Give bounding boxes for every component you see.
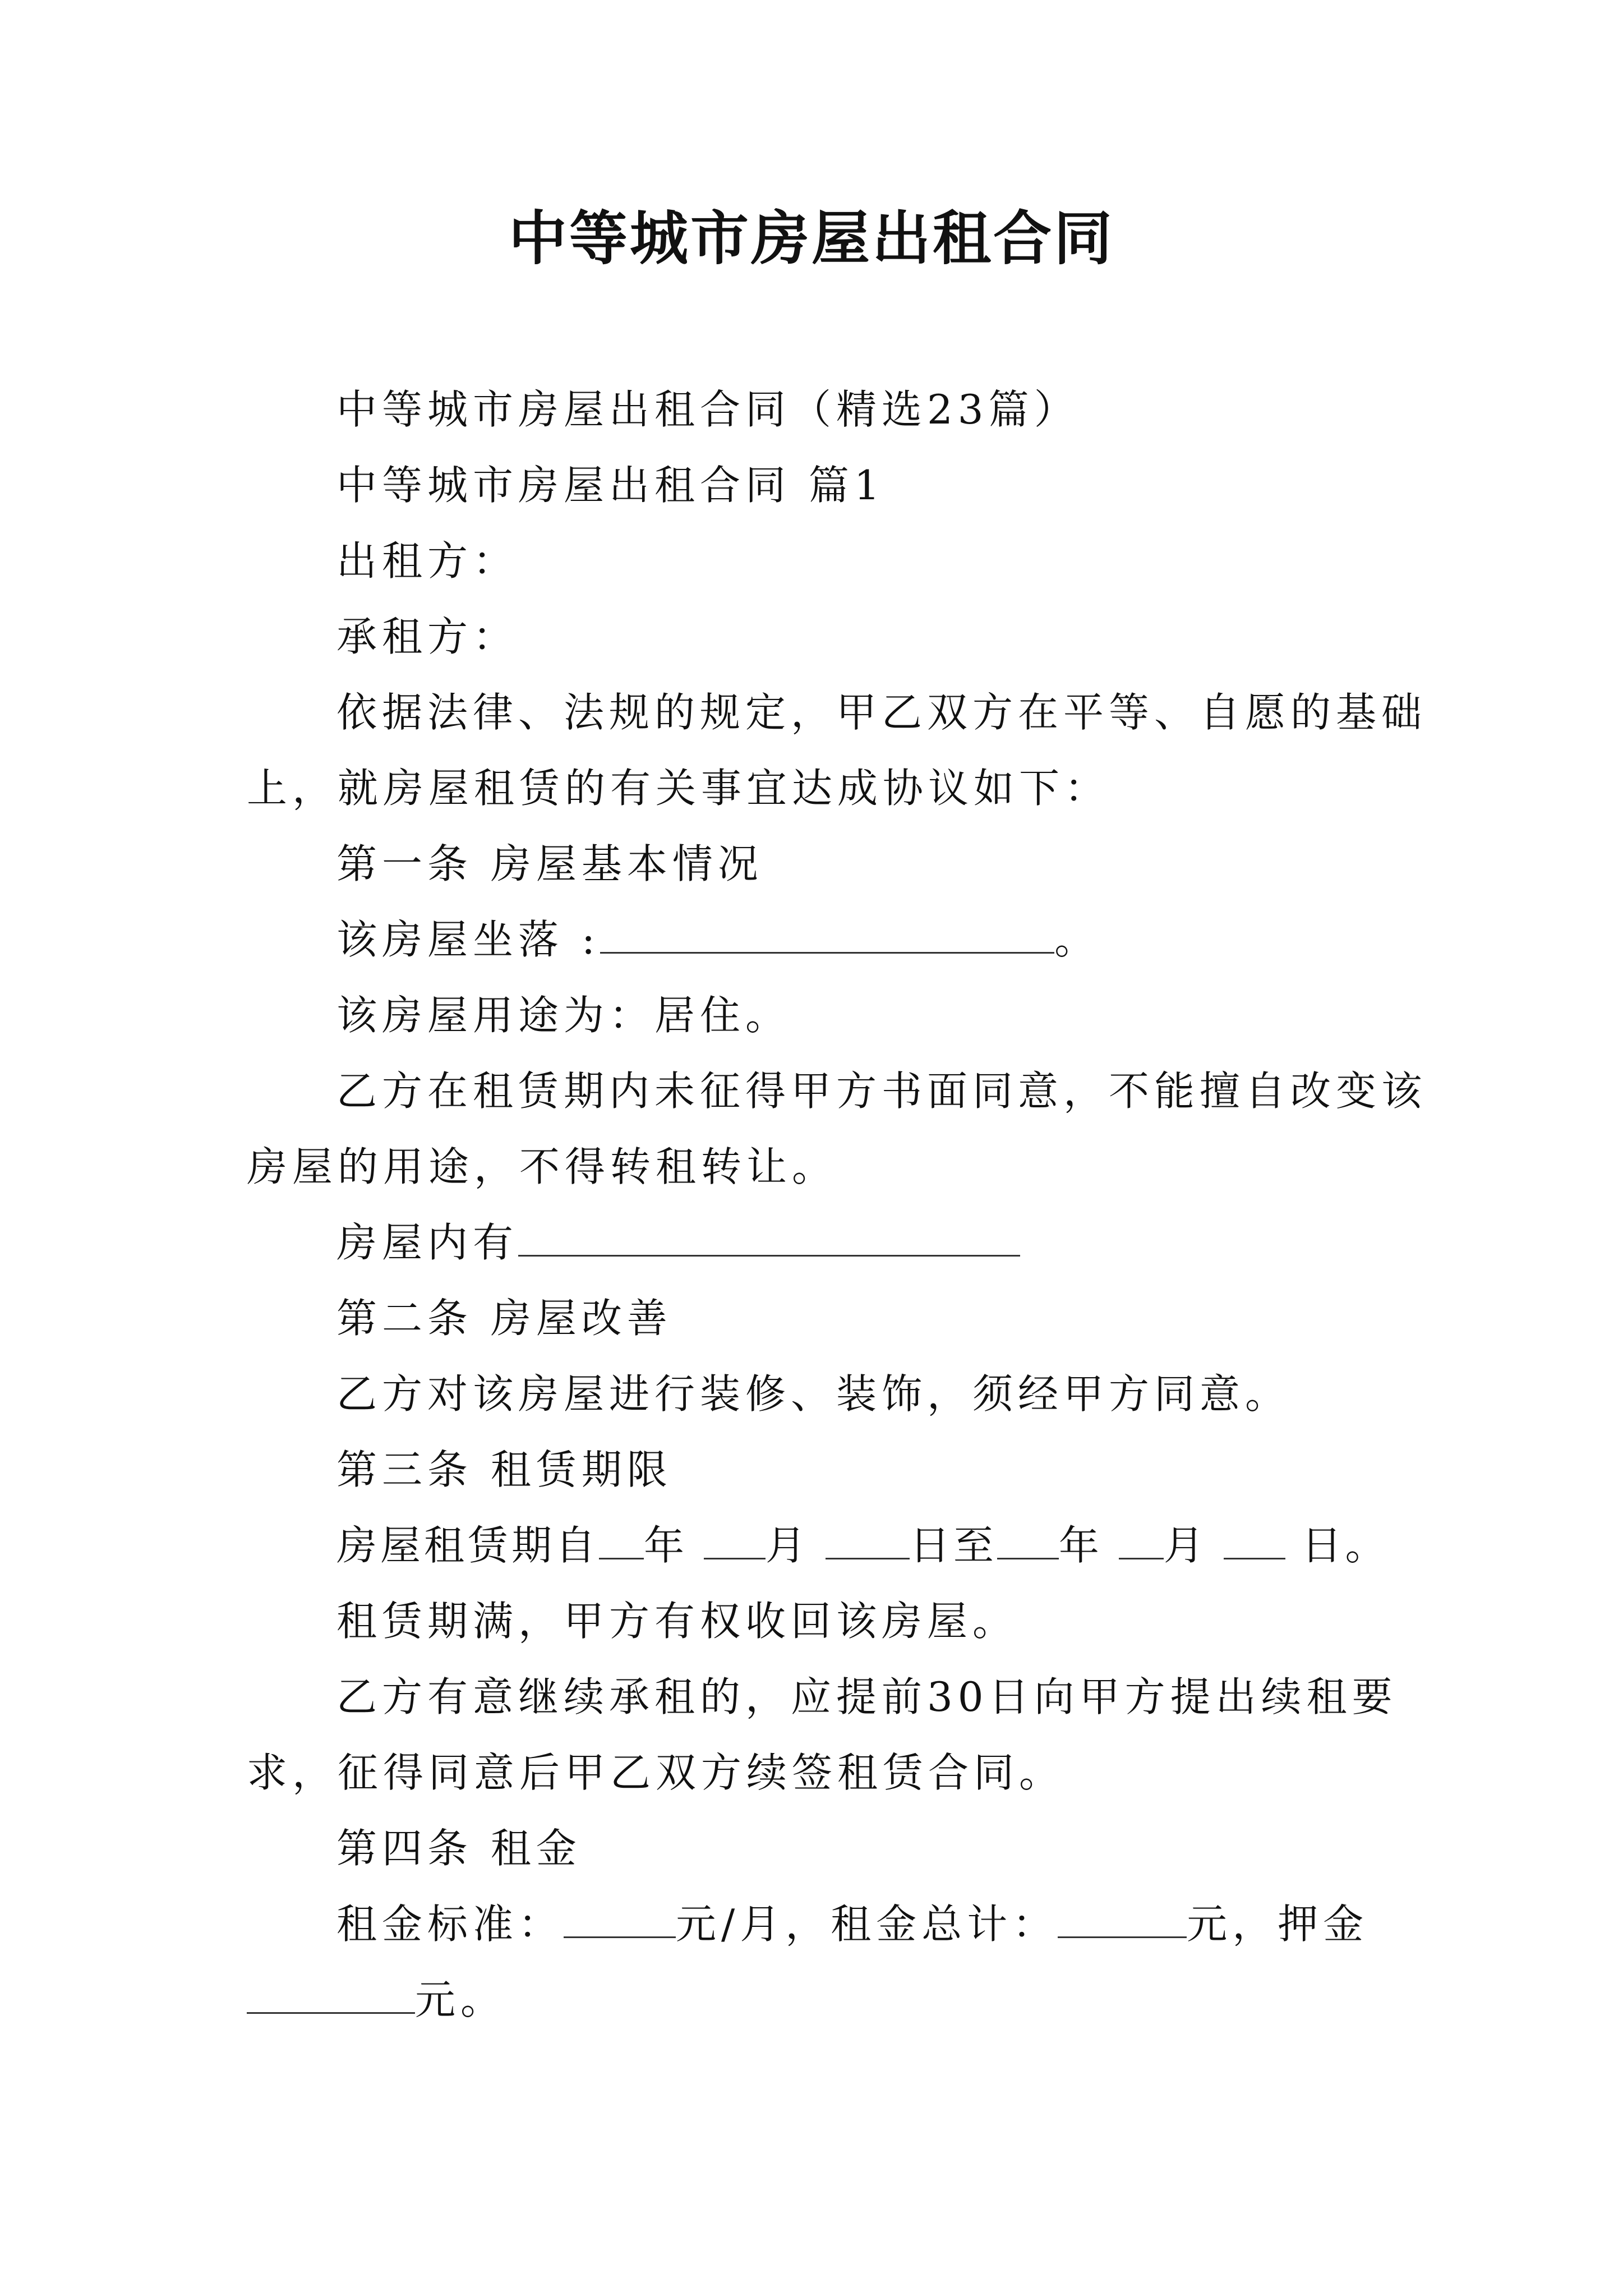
term-line — [336, 1517, 1389, 1573]
location-blank — [600, 917, 1054, 954]
article-1-heading: 第一条 房屋基本情况 — [336, 840, 763, 887]
usage-line: 该房屋用途为：居住。 — [336, 992, 791, 1039]
restriction-line-2: 房屋的用途，不得转租转让。 — [247, 1143, 838, 1190]
rent-line — [336, 1896, 1368, 1952]
term-year2: 年 — [1058, 1522, 1103, 1569]
term-month1: 月 — [765, 1522, 809, 1569]
preamble-line-1: 依据法律、法规的规定，甲乙双方在平等、自愿的基础 — [336, 689, 1427, 736]
term-month1-blank — [704, 1523, 766, 1559]
article-4-heading: 第四条 租金 — [336, 1825, 582, 1872]
rent-blank — [564, 1902, 676, 1938]
term-year1-blank — [599, 1523, 644, 1559]
article-2-heading: 第二条 房屋改善 — [336, 1295, 672, 1342]
restriction-line-1: 乙方在租赁期内未征得甲方书面同意，不能擅自改变该 — [336, 1068, 1427, 1115]
renewal-line-2: 求，征得同意后甲乙双方续签租赁合同。 — [247, 1749, 1065, 1796]
term-day1-blank — [826, 1523, 910, 1559]
rent-label: 租金标准： — [336, 1901, 564, 1948]
term-day2-blank — [1224, 1523, 1285, 1559]
location-label: 该房屋坐落 : — [336, 916, 601, 963]
lessor-label: 出租方： — [336, 537, 519, 585]
rent-unit: 元/月，租金总计： — [676, 1901, 1058, 1948]
contents-blank — [518, 1220, 1020, 1257]
term-prefix: 房屋租赁期自 — [336, 1522, 600, 1569]
deposit-line — [247, 1972, 506, 2028]
term-day2-end: 日。 — [1301, 1522, 1389, 1569]
renovation-line: 乙方对该房屋进行装修、装饰，须经甲方同意。 — [336, 1370, 1291, 1418]
location-end: 。 — [1054, 916, 1100, 963]
part-heading: 中等城市房屋出租合同 篇1 — [336, 462, 885, 509]
renewal-line-1: 乙方有意继续承租的，应提前30日向甲方提出续租要 — [336, 1673, 1398, 1720]
deposit-unit: 元。 — [415, 1976, 506, 2023]
lessee-label: 承租方： — [336, 613, 519, 660]
term-day1-to: 日至 — [909, 1522, 997, 1569]
term-month2: 月 — [1163, 1522, 1207, 1569]
preamble-line-2: 上，就房屋租赁的有关事宜达成协议如下： — [247, 765, 1110, 812]
deposit-blank — [247, 1977, 415, 2014]
document-title: 中等城市房屋出租合同 — [508, 204, 1114, 273]
location-line — [336, 912, 1100, 968]
total-blank — [1058, 1902, 1187, 1938]
term-year2-blank — [997, 1523, 1059, 1559]
total-unit: 元，押金 — [1187, 1901, 1369, 1948]
article-3-heading: 第三条 租赁期限 — [336, 1446, 672, 1493]
term-expiry-line: 租赁期满，甲方有权收回该房屋。 — [336, 1598, 1018, 1645]
term-year1: 年 — [644, 1522, 688, 1569]
document-subtitle: 中等城市房屋出租合同（精选23篇） — [336, 386, 1080, 433]
contents-line — [336, 1214, 1020, 1271]
term-month2-blank — [1119, 1523, 1164, 1559]
contents-label: 房屋内有 — [336, 1219, 519, 1266]
